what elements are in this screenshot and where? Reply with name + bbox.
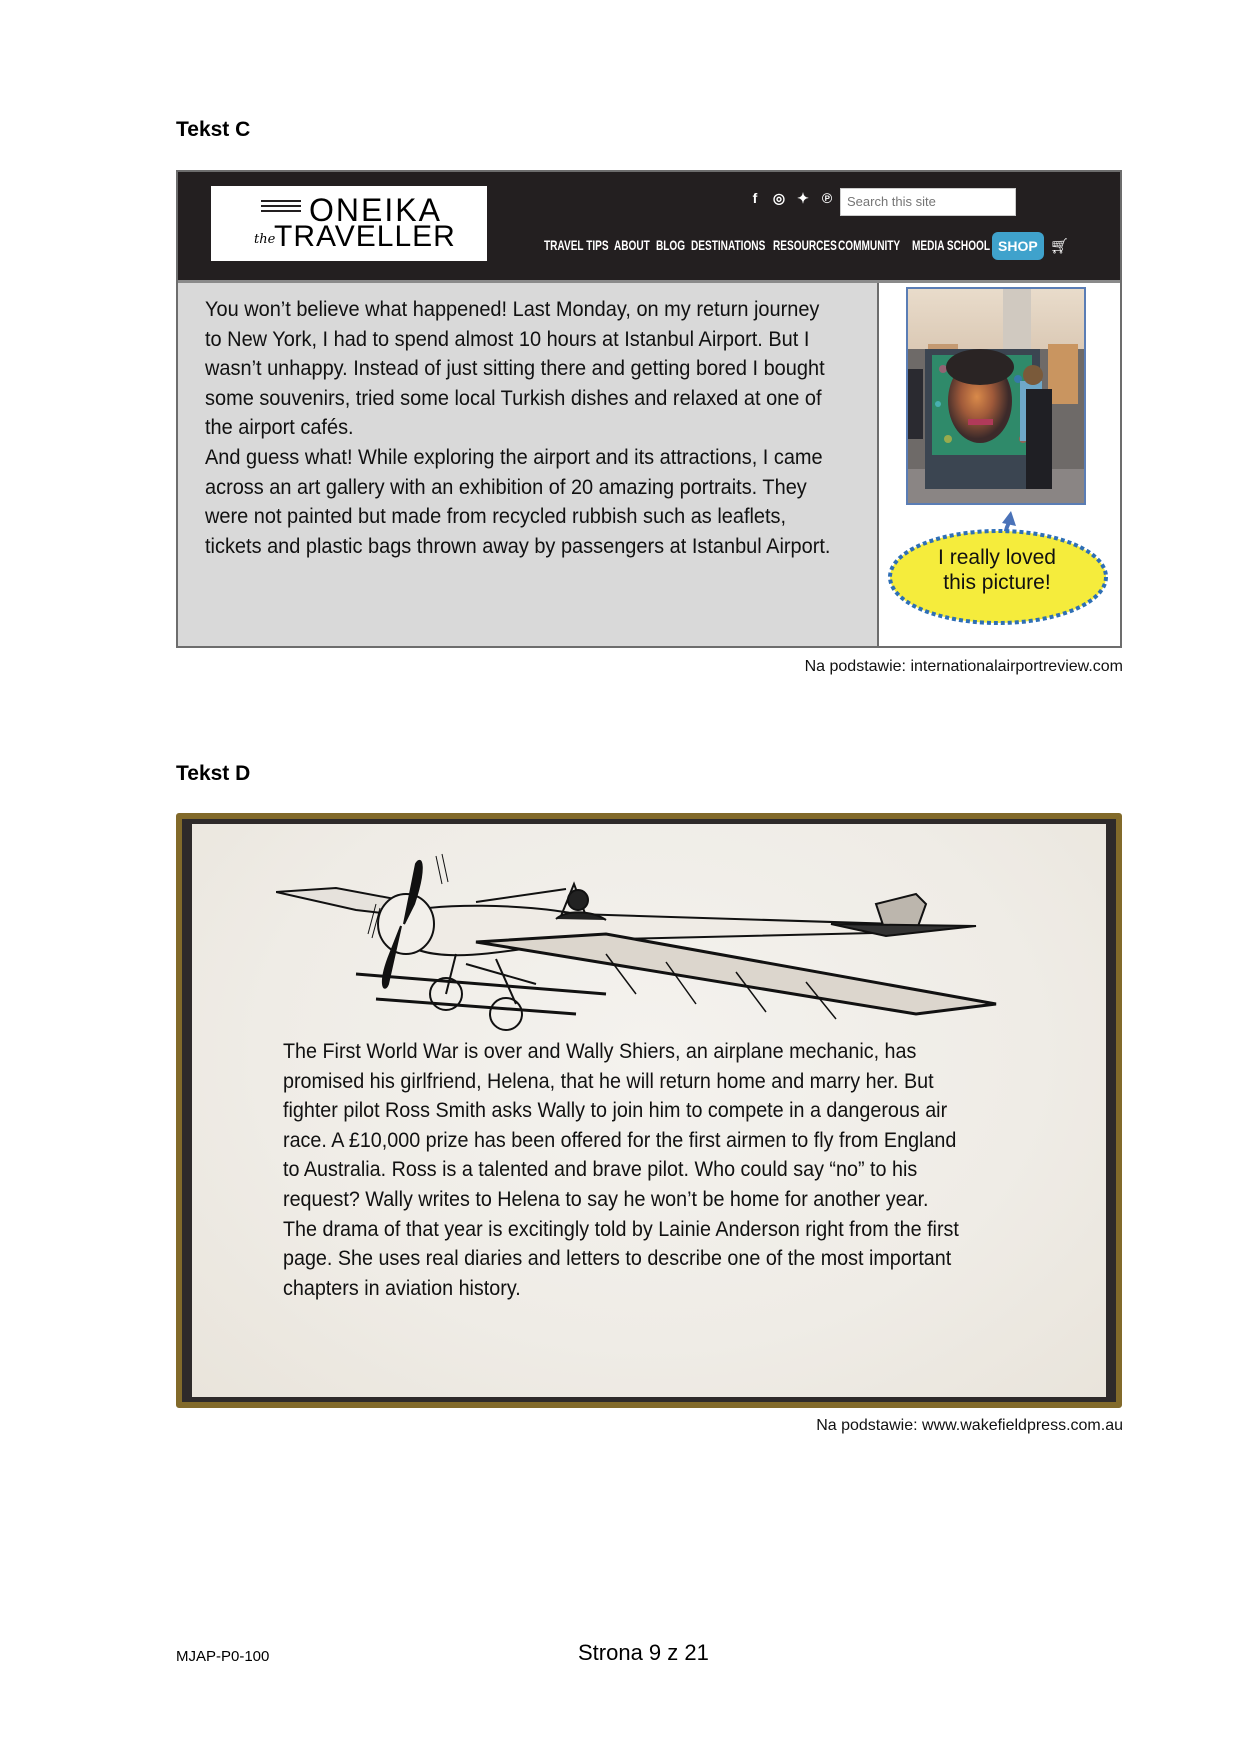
logo-line1: ONEIKA [309,192,442,228]
search-input[interactable] [847,194,1009,209]
blog-post-panel [178,283,879,646]
logo-speed-lines-icon [261,200,301,215]
logo-prefix: the [254,232,276,247]
section-title-c: Tekst C [176,118,251,141]
section-title-d: Tekst D [176,762,251,785]
blog-post-text: You won’t believe what happened! Last Monday, on my return journey to New York, I had to spend almost 10 hours at Istanbul Airport. But I wasn’t unhappy. Instead of just sitting there and getting bored I bought some souvenirs, tried some local Turkish dishes and relaxed at one of the airport cafés. And guess what! While exploring the airport and its attractions, I came across an art gallery with an exhibition of 20 amazing portraits. They were not painted but made from recycled rubbish such as leaflets, tickets and plastic bags thrown away by passengers at Istanbul Airport. [205,298,831,558]
nav-about[interactable]: ABOUT [614,237,650,253]
page-number: Strona 9 z 21 [578,1640,709,1665]
nav-community[interactable]: COMMUNITY [838,237,901,253]
pinterest-icon[interactable]: ℗ [821,190,833,206]
text-c-website-box [176,170,1122,648]
nav-destinations[interactable]: DESTINATIONS [691,237,766,253]
exam-code: MJAP-P0-100 [176,1648,270,1665]
airport-photo-illustration [908,289,1084,503]
source-d: Na podstawie: www.wakefieldpress.com.au [816,1417,1123,1434]
facebook-icon[interactable]: f [752,190,758,206]
main-nav [544,232,1069,260]
nav-media-school[interactable]: MEDIA SCHOOL [912,237,991,253]
nav-blog[interactable]: BLOG [656,237,686,253]
twitter-icon[interactable]: ✦ [797,190,809,206]
shop-button[interactable]: SHOP [992,232,1044,260]
cart-icon[interactable]: 🛒︎ [1049,238,1069,255]
photo-panel [879,283,1120,646]
site-logo[interactable] [211,186,487,261]
instagram-icon[interactable]: ◎ [772,190,786,206]
logo-line2: TRAVELLER [274,220,456,253]
bubble-text: I really loved this picture! [938,546,1056,594]
vintage-airplane-icon [276,844,1036,1034]
paper-background [192,824,1106,1397]
source-c: Na podstawie: internationalairportreview.com [804,658,1123,675]
website-header [178,172,1120,283]
mosaic-portrait-photo [906,287,1086,505]
nav-travel-tips[interactable]: TRAVEL TIPS [544,237,609,253]
book-blurb-text: The First World War is over and Wally Shiers, an airplane mechanic, has promised his girlfriend, Helena, that he will return home and marry her. But fighter pilot Ross Smith asks Wally to join him to compete in a dangerous air race. A £10,000 prize has been offered for the first airmen to fly from England to Australia. Ross is a talented and brave pilot. Who could say “no” to his request? Wally writes to Helena to say he won’t be home for another year. The drama of that year is excitingly told by Lainie Anderson right from the first page. She uses real diaries and letters to describe one of the most important chapters in aviation history. [283,1040,959,1300]
book-blurb-frame [176,813,1122,1408]
social-links [748,190,834,207]
search-box[interactable] [840,188,1016,216]
arrow-up-icon [1002,511,1016,526]
nav-resources[interactable]: RESOURCES [773,237,837,253]
